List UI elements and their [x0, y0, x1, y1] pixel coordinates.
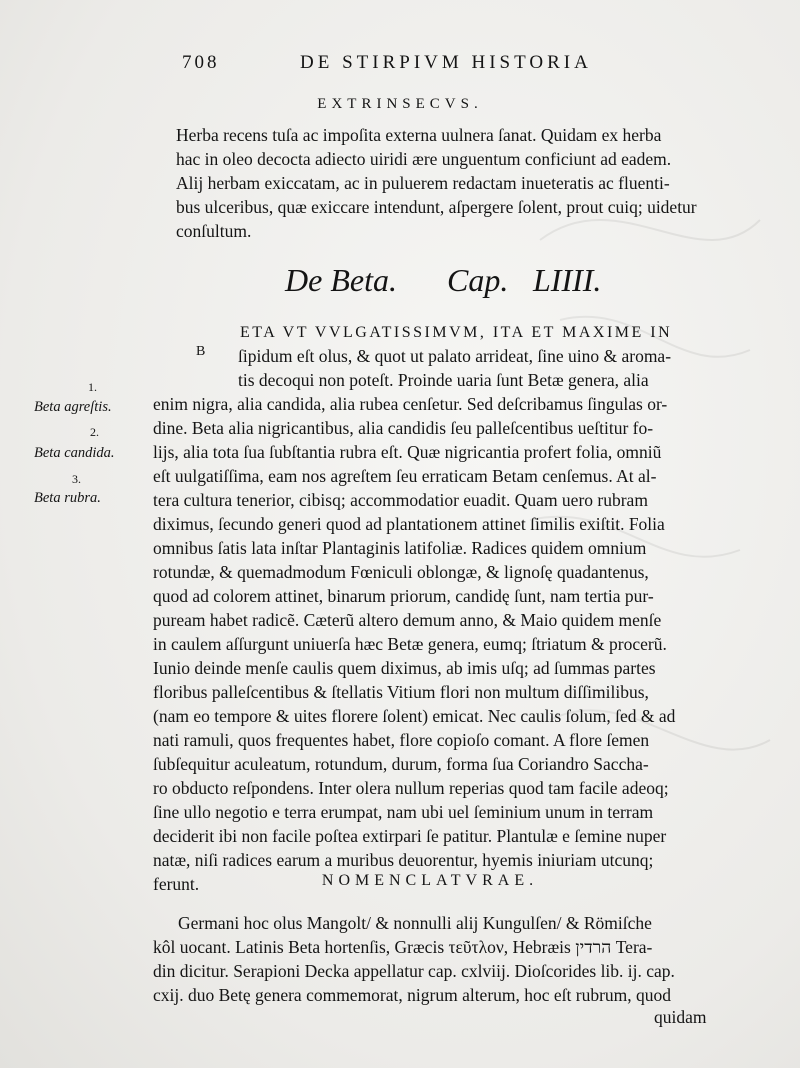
text-line: ETA VT VVLGATISSIMVM, ITA ET MAXIME IN	[240, 324, 673, 341]
text-line: din dicitur. Serapioni Decka appellatur cap. cxlviij. Dioſcorides lib. ij. cap.	[153, 961, 675, 981]
catchword: quidam	[654, 1007, 707, 1027]
text-line: ferunt.	[153, 874, 200, 894]
chapter-heading	[285, 262, 705, 302]
text-line: enim nigra, alia candida, alia rubea cenſetur. Sed deſcribamus ſingulas or-	[153, 394, 668, 414]
text-line: nati ramuli, quos frequentes habet, flore copioſo comant. A flore ſemen	[153, 730, 650, 750]
text-line: quod ad colorem attinet, binarum priorum, candidę ſunt, nam tertia pur-	[153, 586, 654, 606]
chapter-title: De Beta.	[285, 262, 397, 298]
margin-note: Beta candida.	[34, 445, 115, 461]
chapter-number: LIIII.	[533, 262, 602, 298]
text-line: Germani hoc olus Mangolt/ & nonnulli alij Kungulſen/ & Römiſche	[178, 913, 652, 933]
section-heading-nomenclaturae: NOMENCLATVRAE.	[321, 872, 539, 889]
text-line: conſultum.	[176, 221, 252, 241]
text-line: eſt uulgatiſſima, eam nos agreſtem ſeu erraticam Betam cenſemus. At al-	[153, 466, 657, 486]
text-line: kôl uocant. Latinis Beta hortenſis, Græcis τεῦτλον, Hebræis הרדין Tera-	[153, 937, 653, 957]
text-line: ſine ullo negotio e terra erumpat, nam ubi uel ſeminium unum in terram	[153, 802, 654, 822]
text-line: tis decoqui non poteſt. Proinde uaria ſunt Betæ genera, alia	[238, 370, 649, 390]
margin-note-number: 2.	[90, 425, 99, 439]
chapter-cap-label: Cap.	[447, 262, 509, 298]
text-line: tera cultura tenerior, cibisq; accommodatior euadit. Quam uero rubram	[153, 490, 648, 510]
drop-capital: B	[196, 344, 207, 359]
text-line: (nam eo tempore & uites florere ſolent) emicat. Nec caulis ſolum, ſed & ad	[153, 706, 676, 726]
text-line: floribus palleſcentibus & ſtellatis Vitium flori non multum diſſimilibus,	[153, 682, 649, 702]
running-header	[182, 52, 632, 82]
text-line: ro obducto reſpondens. Inter olera nullum reperias quod tam facile adeoq;	[153, 778, 669, 798]
text-line: omnibus ſatis lata inſtar Plantaginis latifoliæ. Radices quidem omnium	[153, 538, 647, 558]
text-line: dine. Beta alia nigricantibus, alia candidis ſeu palleſcentibus ueſtitur fo-	[153, 418, 654, 438]
text-line: diximus, ſecundo generi quod ad plantationem attinet ſimilis exiſtit. Folia	[153, 514, 665, 534]
section-heading-extrinsecus: EXTRINSECVS.	[317, 96, 483, 112]
margin-note: Beta agreſtis.	[34, 399, 112, 415]
text-line: ſipidum eſt olus, & quot ut palato arrideat, ſine uino & aroma-	[238, 346, 672, 366]
margin-note-number: 1.	[88, 380, 97, 394]
page-number: 708	[182, 52, 220, 73]
text-line: in caulem aſſurgunt uniuerſa hæc Betæ genera, eumq; ſtriatum & procerũ.	[153, 634, 667, 654]
text-line: bus ulceribus, quæ exiccare intendunt, aſpergere ſolent, prout cuiq; uidetur	[176, 197, 697, 217]
running-title: DE STIRPIVM HISTORIA	[300, 52, 592, 73]
text-line: deciderit ibi non facile poſtea extirpari ſe patitur. Plantulæ e ſemine nuper	[153, 826, 667, 846]
text-line: cxij. duo Betę genera commemorat, nigrum alterum, hoc eſt rubrum, quod	[153, 985, 672, 1005]
text-line: hac in oleo decocta adiecto uiridi ære unguentum conficiunt ad eadem.	[176, 149, 672, 169]
margin-note: Beta rubra.	[34, 490, 101, 506]
text-line: Iunio deinde menſe caulis quem diximus, ab imis uſq; ad ſummas partes	[153, 658, 656, 678]
text-line: lijs, alia tota ſua ſubſtantia rubra eſt. Quæ nigricantia profert folia, omniũ	[153, 442, 662, 462]
text-line: puream habet radicẽ. Cæterũ altero demum anno, & Maio quidem menſe	[153, 610, 662, 630]
margin-note-number: 3.	[72, 472, 81, 486]
text-line: rotundæ, & quemadmodum Fœniculi oblongæ, & lignoſę quadantenus,	[153, 562, 649, 582]
text-line: Herba recens tuſa ac impoſita externa uulnera ſanat. Quidam ex herba	[176, 125, 662, 145]
text-line: natæ, niſi radices earum a muribus deuorentur, hyemis iniuriam utcunq;	[153, 850, 654, 870]
text-line: Alij herbam exiccatam, ac in puluerem redactam inueteratis ac fluenti-	[176, 173, 670, 193]
text-line: ſubſequitur aculeatum, rotundum, durum, forma ſua Coriandro Saccha-	[153, 754, 649, 774]
